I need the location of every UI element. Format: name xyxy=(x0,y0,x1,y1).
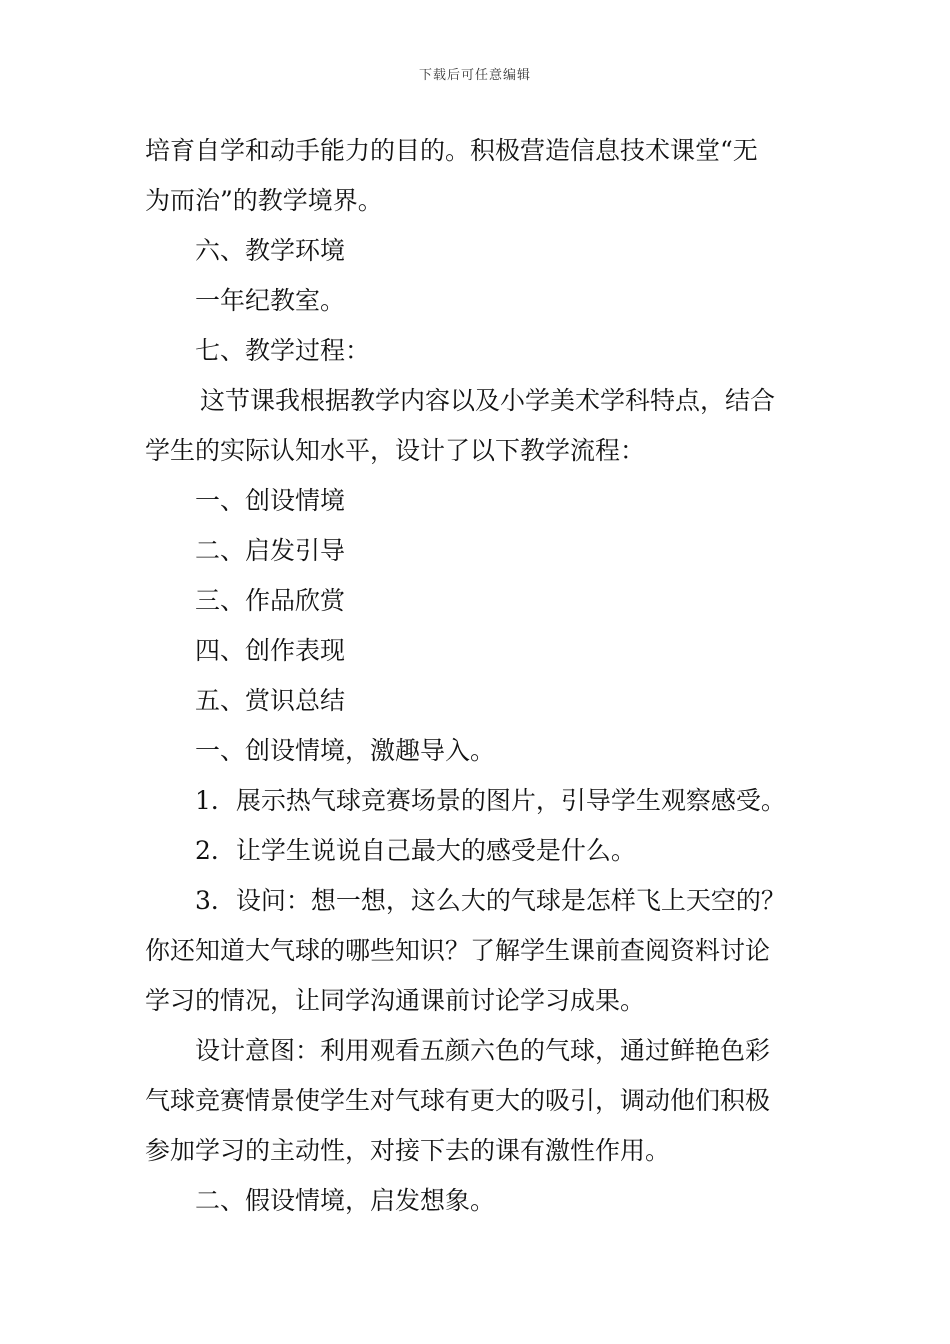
paragraph-line: 为而治”的教学境界。 xyxy=(145,186,383,215)
paragraph-line: 气球竞赛情景使学生对气球有更大的吸引，调动他们积极 xyxy=(145,1086,771,1115)
paragraph-line: 设计意图：利用观看五颜六色的气球，通过鲜艳色彩 xyxy=(195,1036,771,1065)
section-heading: 七、教学过程： xyxy=(195,336,371,365)
list-item: 五、赏识总结 xyxy=(195,686,346,715)
paragraph-line: 学习的情况，让同学沟通课前讨论学习成果。 xyxy=(145,986,646,1015)
paragraph-line: 培育自学和动手能力的目的。积极营造信息技术课堂“无 xyxy=(145,136,758,165)
section-heading: 六、教学环境 xyxy=(195,236,346,265)
document-body xyxy=(145,126,807,1226)
list-item: 二、启发引导 xyxy=(195,536,346,565)
section-heading: 一、创设情境，激趣导入。 xyxy=(195,736,496,765)
paragraph-line: 这节课我根据教学内容以及小学美术学科特点，结合 xyxy=(200,386,776,415)
numbered-item: 3．设问：想一想，这么大的气球是怎样飞上天空的？ xyxy=(195,886,786,915)
section-heading: 二、假设情境，启发想象。 xyxy=(195,1186,496,1215)
list-item: 四、创作表现 xyxy=(195,636,346,665)
paragraph-line: 一年纪教室。 xyxy=(195,286,346,315)
paragraph-line: 你还知道大气球的哪些知识？了解学生课前查阅资料讨论 xyxy=(145,936,771,965)
paragraph-line: 学生的实际认知水平，设计了以下教学流程： xyxy=(145,436,646,465)
numbered-item: 2．让学生说说自己最大的感受是什么。 xyxy=(195,836,636,865)
list-item: 一、创设情境 xyxy=(195,486,346,515)
paragraph-line: 参加学习的主动性，对接下去的课有激性作用。 xyxy=(145,1136,671,1165)
numbered-item: 1．展示热气球竞赛场景的图片，引导学生观察感受。 xyxy=(195,786,786,815)
list-item: 三、作品欣赏 xyxy=(195,586,346,615)
page-header-note: 下载后可任意编辑 xyxy=(418,68,531,83)
